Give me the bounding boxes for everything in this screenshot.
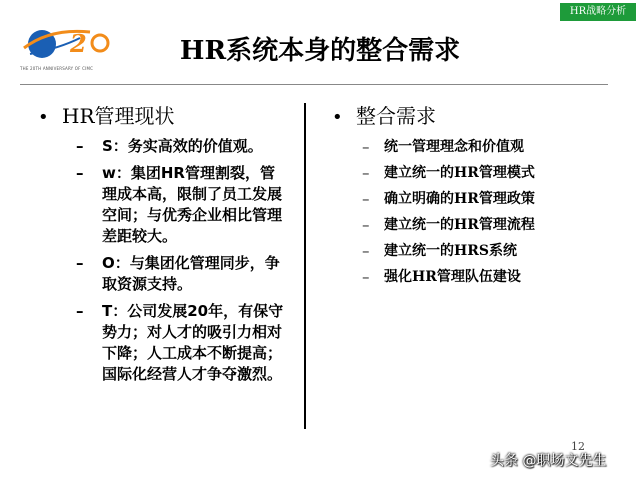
list-item bbox=[76, 136, 288, 157]
list-item bbox=[362, 163, 612, 184]
column-divider bbox=[304, 103, 306, 429]
dash-icon: – bbox=[362, 242, 370, 260]
current-status-heading: HR管理现状 bbox=[62, 104, 175, 128]
list-item-text: 建立统一的HR管理流程 bbox=[384, 217, 535, 233]
list-item bbox=[362, 189, 612, 210]
logo-caption: THE 20TH ANNIVERSARY OF CIMC bbox=[20, 66, 94, 71]
current-status-column bbox=[38, 100, 288, 391]
dash-icon: – bbox=[362, 268, 370, 286]
list-item-text: 建立统一的HRS系统 bbox=[384, 243, 517, 259]
list-item bbox=[362, 241, 612, 262]
dash-icon: – bbox=[362, 164, 370, 182]
page-number: 12 bbox=[571, 440, 585, 453]
dash-icon: – bbox=[76, 302, 84, 320]
list-item bbox=[76, 301, 288, 385]
list-item-text: w：集团HR管理割裂，管理成本高，限制了员工发展空间；与优秀企业相比管理差距较大。 bbox=[102, 164, 283, 245]
list-item-text: S：务实高效的价值观。 bbox=[102, 137, 263, 155]
logo-numeral: 2 bbox=[70, 29, 87, 58]
bullet-dot-icon: • bbox=[332, 107, 343, 128]
list-item-text: 统一管理理念和价值观 bbox=[384, 139, 524, 155]
list-item bbox=[76, 163, 288, 247]
list-item-text: 强化HR管理队伍建设 bbox=[384, 269, 521, 285]
dash-icon: – bbox=[362, 216, 370, 234]
list-item bbox=[362, 137, 612, 158]
bullet-dot-icon: • bbox=[38, 107, 49, 128]
list-item-text: O：与集团化管理同步，争取资源支持。 bbox=[102, 254, 280, 293]
list-item bbox=[362, 215, 612, 236]
current-status-list bbox=[38, 136, 288, 385]
integration-needs-list bbox=[332, 137, 612, 288]
list-item bbox=[76, 253, 288, 295]
dash-icon: – bbox=[362, 190, 370, 208]
section-tag: HR战略分析 bbox=[560, 3, 636, 21]
company-logo bbox=[20, 18, 120, 66]
page-title: HR系统本身的整合需求 bbox=[179, 36, 461, 66]
watermark: 头条 @职场文先生 bbox=[490, 453, 607, 469]
integration-needs-column bbox=[332, 100, 612, 293]
dash-icon: – bbox=[76, 254, 84, 272]
list-item bbox=[362, 267, 612, 288]
logo-ring bbox=[92, 35, 108, 51]
integration-needs-heading: 整合需求 bbox=[356, 104, 436, 128]
list-item-text: 确立明确的HR管理政策 bbox=[384, 191, 535, 207]
list-item-text: 建立统一的HR管理模式 bbox=[384, 165, 535, 181]
integration-needs-bullet bbox=[332, 100, 612, 129]
current-status-bullet bbox=[38, 100, 288, 129]
title-rule bbox=[20, 84, 608, 85]
dash-icon: – bbox=[76, 164, 84, 182]
list-item-text: T：公司发展20年，有保守势力；对人才的吸引力相对下降；人工成本不断提高；国际化经营人才争夺激烈。 bbox=[102, 302, 284, 383]
dash-icon: – bbox=[76, 137, 84, 155]
dash-icon: – bbox=[362, 138, 370, 156]
